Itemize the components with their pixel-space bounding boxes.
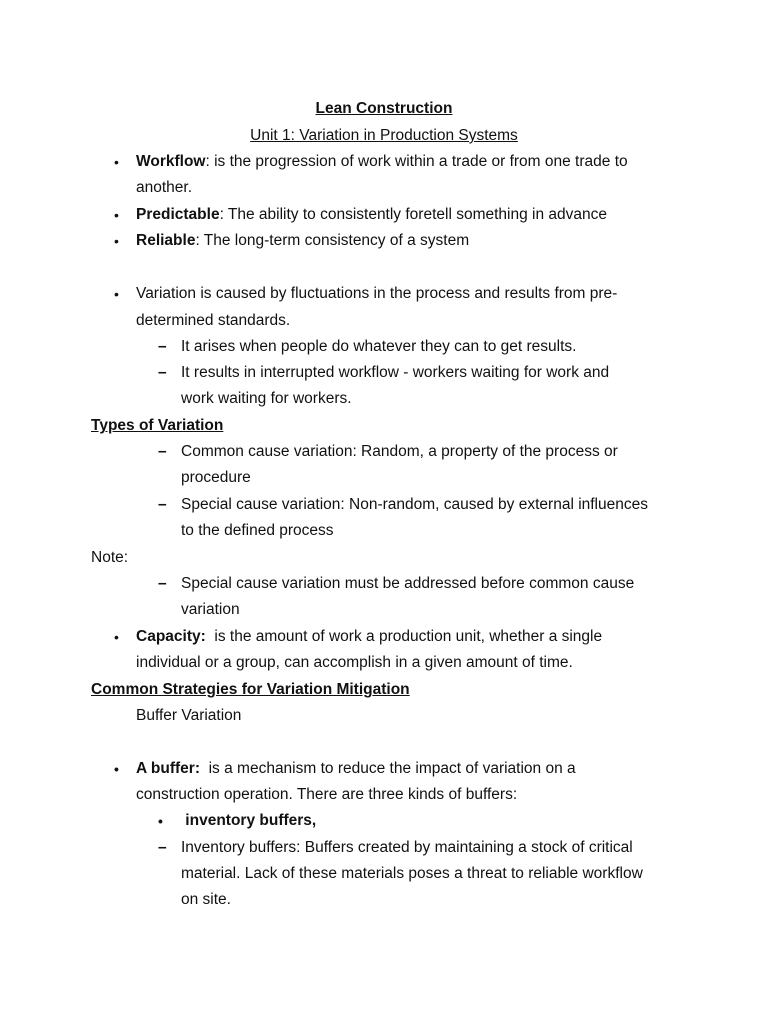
bullet-icon: • xyxy=(114,154,119,170)
buffer-text-cont: construction operation. There are three kinds of buffers: xyxy=(136,786,518,803)
dash-icon: – xyxy=(158,443,167,460)
document-title: Lean Construction xyxy=(315,100,453,117)
workflow-text: : is the progression of work within a trade or from one trade to xyxy=(205,153,628,170)
dash-icon: – xyxy=(158,338,167,355)
reliable-text: : The long-term consistency of a system xyxy=(195,232,470,249)
workflow-definition xyxy=(136,152,628,172)
dash-icon: – xyxy=(158,496,167,513)
inventory-buffers-item: inventory buffers, xyxy=(181,812,317,829)
predictable-text: : The ability to consistently foretell something in advance xyxy=(219,206,607,223)
bullet-icon: • xyxy=(114,761,119,777)
buffer-term: A buffer: xyxy=(136,760,200,777)
capacity-term: Capacity: xyxy=(136,628,206,645)
capacity-text: is the amount of work a production unit, whether a single xyxy=(205,628,603,645)
document-subtitle: Unit 1: Variation in Production Systems xyxy=(250,127,518,144)
predictable-definition xyxy=(136,205,607,225)
note-item: Special cause variation must be addressed before common cause xyxy=(181,575,635,592)
types-heading: Types of Variation xyxy=(91,417,224,434)
special-cause-item: Special cause variation: Non-random, caused by external influences xyxy=(181,496,648,513)
note-label: Note: xyxy=(91,549,129,566)
note-item-cont: variation xyxy=(181,601,240,618)
inventory-description-cont: material. Lack of these materials poses a threat to reliable workflow xyxy=(181,865,643,882)
dash-icon: – xyxy=(158,364,167,381)
bullet-icon: • xyxy=(114,286,119,302)
reliable-definition xyxy=(136,231,469,251)
capacity-text-cont: individual or a group, can accomplish in a given amount of time. xyxy=(136,654,573,671)
workflow-term: Workflow xyxy=(136,153,206,170)
variation-text: Variation is caused by fluctuations in the process and results from pre- xyxy=(136,285,618,302)
common-cause-item-cont: procedure xyxy=(181,469,251,486)
variation-sub-item: It arises when people do whatever they can to get results. xyxy=(181,338,577,355)
bullet-icon: • xyxy=(114,629,119,645)
dash-icon: – xyxy=(158,839,167,856)
variation-text-cont: determined standards. xyxy=(136,312,291,329)
inventory-description-cont: on site. xyxy=(181,891,231,908)
reliable-term: Reliable xyxy=(136,232,196,249)
inventory-description: Inventory buffers: Buffers created by maintaining a stock of critical xyxy=(181,839,633,856)
buffer-variation-label: Buffer Variation xyxy=(136,707,242,724)
workflow-text-cont: another. xyxy=(136,179,193,196)
bullet-icon: • xyxy=(158,813,163,829)
variation-sub-item-cont: work waiting for workers. xyxy=(181,390,352,407)
capacity-definition xyxy=(136,627,602,647)
variation-sub-item: It results in interrupted workflow - workers waiting for work and xyxy=(181,364,610,381)
special-cause-item-cont: to the defined process xyxy=(181,522,334,539)
buffer-text: is a mechanism to reduce the impact of variation on a xyxy=(200,760,576,777)
buffer-definition xyxy=(136,759,576,779)
common-cause-item: Common cause variation: Random, a property of the process or xyxy=(181,443,618,460)
bullet-icon: • xyxy=(114,207,119,223)
strategies-heading: Common Strategies for Variation Mitigation xyxy=(91,681,410,698)
predictable-term: Predictable xyxy=(136,206,220,223)
dash-icon: – xyxy=(158,575,167,592)
bullet-icon: • xyxy=(114,233,119,249)
